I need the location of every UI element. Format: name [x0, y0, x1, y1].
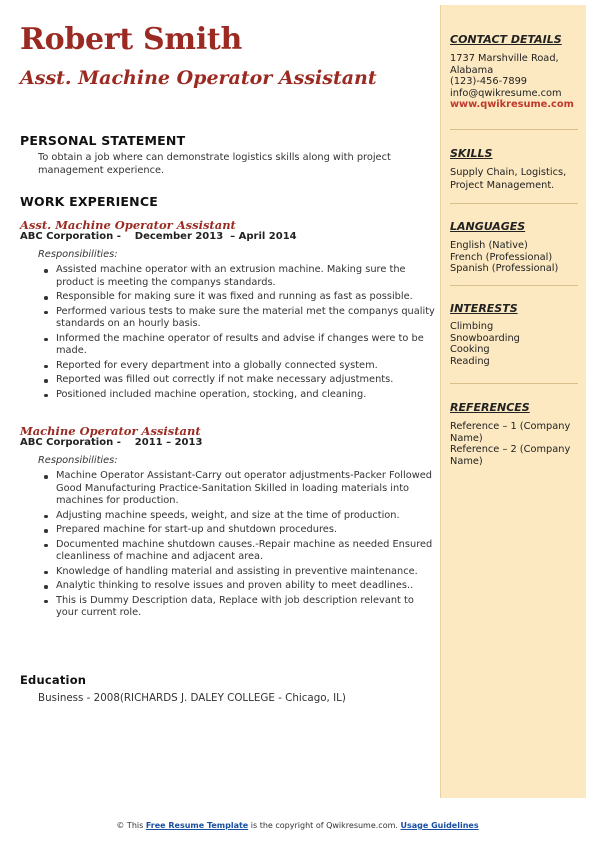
footer: [0, 821, 595, 830]
interests-list: [450, 321, 582, 367]
job-company-dates: ABC Corporation - 2011 – 2013: [20, 437, 203, 448]
list-item: Snowboarding: [450, 332, 520, 344]
references-heading: REFERENCES: [450, 401, 530, 414]
personal-statement-heading: PERSONAL STATEMENT: [20, 133, 186, 148]
contact-heading: CONTACT DETAILS: [450, 33, 562, 46]
languages-heading: LANGUAGES: [450, 220, 526, 233]
footer-middle: is the copyright of Qwikresume.com.: [248, 821, 401, 830]
list-item: Positioned included machine operation, stocking, and cleaning.: [56, 389, 436, 402]
job-bullet-list: [38, 470, 436, 622]
responsibilities-label: Responsibilities:: [38, 249, 118, 260]
contact-phone: (123)-456-7899: [450, 76, 528, 87]
free-resume-template-link[interactable]: Free Resume Template: [145, 821, 249, 830]
sidebar: [440, 5, 586, 798]
job-company-dates: ABC Corporation - December 2013 – April 2014: [20, 231, 297, 242]
job-title: Machine Operator Assistant: [20, 424, 201, 438]
list-item: Analytic thinking to resolve issues and proven ability to meet deadlines..: [56, 580, 436, 593]
job-bullet-list: [38, 264, 436, 403]
list-item: Responsible for making sure it was fixed and running as fast as possible.: [56, 291, 436, 304]
list-item: Reference – 2 (Company Name): [450, 444, 571, 467]
sidebar-divider: [450, 285, 578, 286]
contact-block: [450, 53, 582, 111]
personal-statement-text: To obtain a job where can demonstrate logistics skills along with project management experience.: [38, 152, 391, 176]
sidebar-divider: [450, 203, 578, 204]
list-item: Cooking: [450, 344, 490, 355]
education-entry: Business - 2008(RICHARDS J. DALEY COLLEGE - Chicago, IL): [38, 692, 346, 704]
work-experience-heading: WORK EXPERIENCE: [20, 194, 158, 209]
list-item: Spanish (Professional): [450, 263, 559, 274]
sidebar-divider: [450, 383, 578, 384]
references-list: [450, 421, 582, 467]
usage-guidelines-link[interactable]: Usage Guidelines: [400, 821, 479, 830]
contact-address-line2: Alabama: [450, 64, 494, 76]
contact-address-line1: 1737 Marshville Road,: [450, 53, 559, 64]
responsibilities-label: Responsibilities:: [38, 455, 118, 466]
skills-text: Supply Chain, Logistics, Project Management.: [450, 167, 567, 191]
list-item: English (Native): [450, 240, 528, 251]
skills-heading: SKILLS: [450, 147, 493, 160]
languages-list: [450, 240, 582, 275]
list-item: French (Professional): [450, 251, 553, 263]
list-item: Prepared machine for start-up and shutdown procedures.: [56, 524, 436, 537]
resume-name: Robert Smith: [20, 22, 242, 57]
interests-heading: INTERESTS: [450, 302, 518, 315]
list-item: Reported for every department into a globally connected system.: [56, 360, 436, 373]
resume-title: Asst. Machine Operator Assistant: [20, 67, 377, 89]
list-item: Assisted machine operator with an extrusion machine. Making sure the product is meeting the companys standards.: [56, 264, 436, 289]
contact-website-link[interactable]: www.qwikresume.com: [450, 99, 574, 110]
list-item: This is Dummy Description data, Replace with job description relevant to your current role.: [56, 595, 436, 620]
job-title: Asst. Machine Operator Assistant: [20, 218, 236, 232]
education-heading: Education: [20, 673, 87, 687]
list-item: Reported was filled out correctly if not make necessary adjustments.: [56, 374, 436, 387]
list-item: Knowledge of handling material and assisting in preventive maintenance.: [56, 566, 436, 579]
list-item: Performed various tests to make sure the material met the companys quality standards on an hourly basis.: [56, 305, 435, 329]
list-item: Machine Operator Assistant-Carry out operator adjustments-Packer Followed Good Manufacturing Practice-Sanitation Skilled in loading materials into machines for production.: [56, 470, 436, 508]
list-item: Reference – 1 (Company Name): [450, 421, 571, 444]
sidebar-divider: [450, 129, 578, 130]
list-item: Reading: [450, 355, 490, 367]
footer-prefix: © This: [116, 821, 146, 830]
list-item: Adjusting machine speeds, weight, and size at the time of production.: [56, 510, 436, 523]
list-item: Informed the machine operator of results and advise if changes were to be made.: [56, 333, 436, 358]
contact-email[interactable]: info@qwikresume.com: [450, 87, 562, 99]
list-item: Climbing: [450, 321, 494, 332]
list-item: Documented machine shutdown causes.-Repair machine as needed Ensured cleanliness of machine and adjacent area.: [56, 539, 436, 564]
